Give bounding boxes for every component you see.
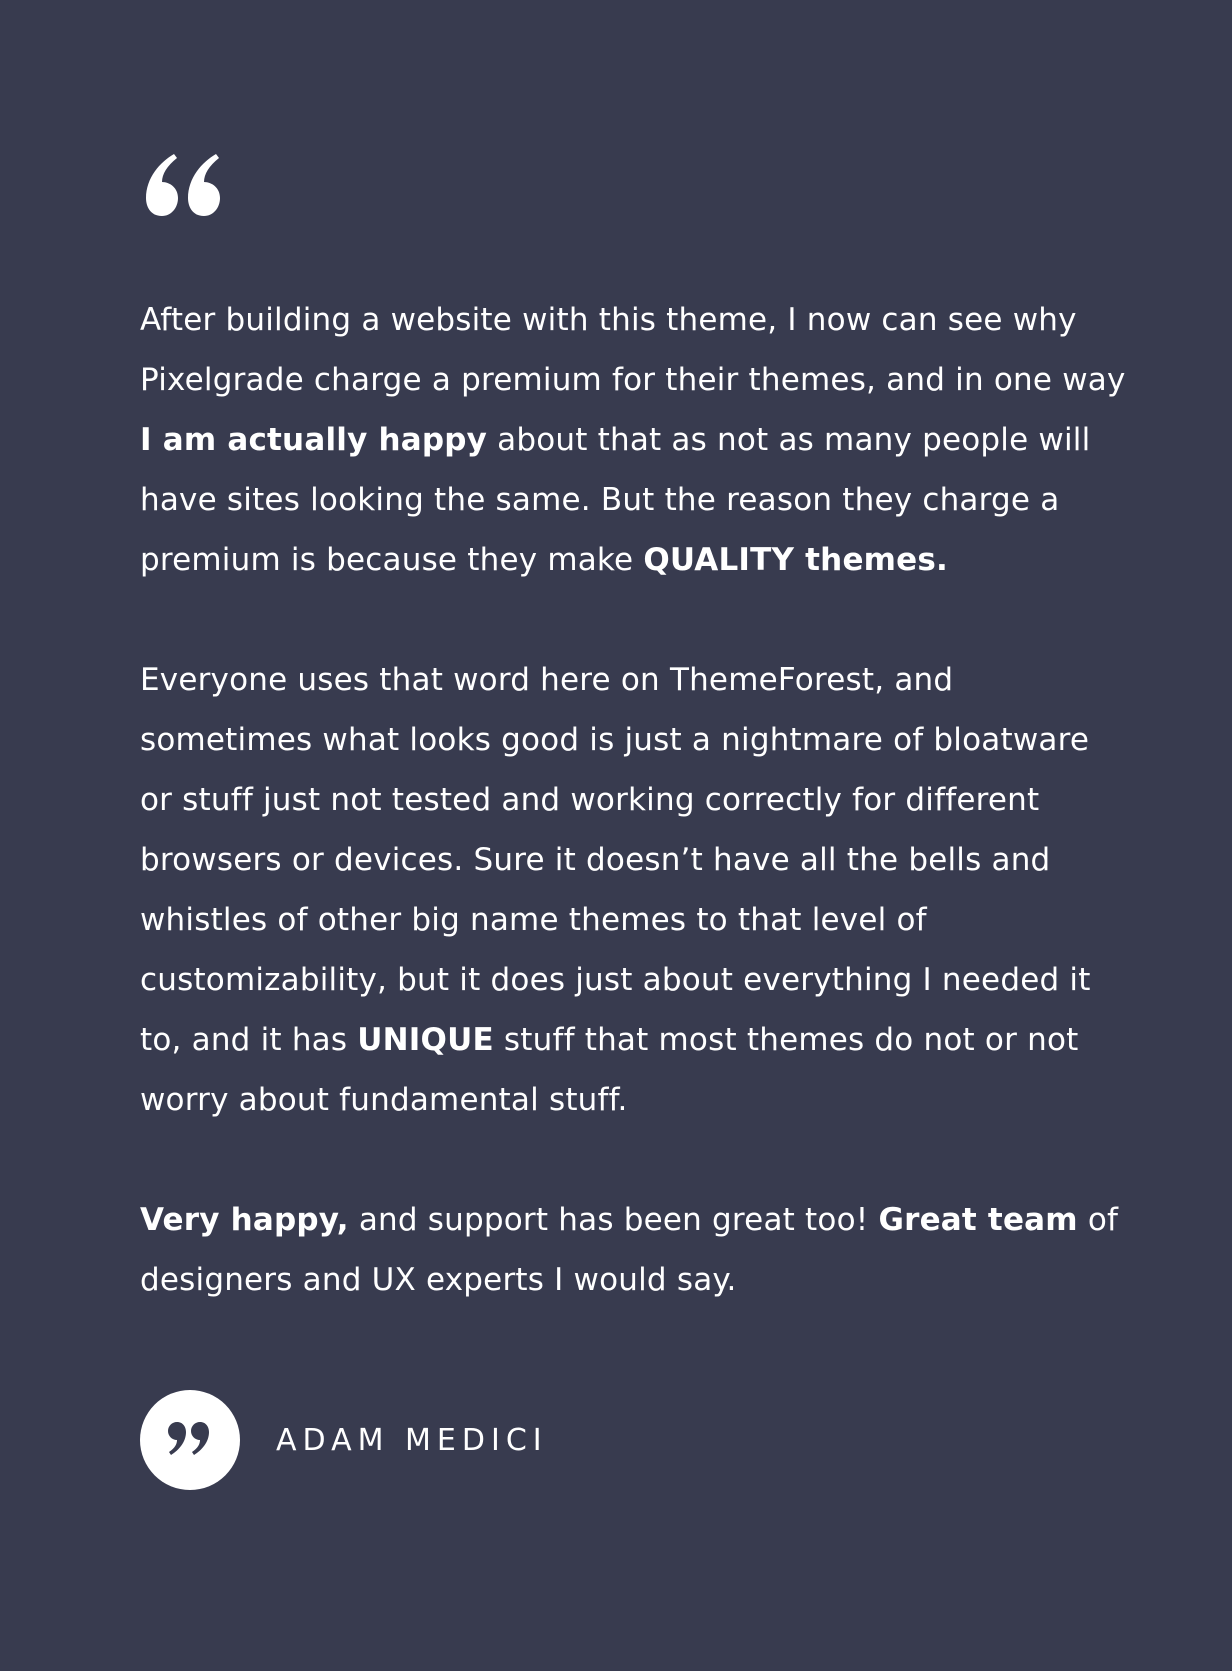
author-block — [140, 1390, 1132, 1490]
paragraph-text: After building a website with this theme, I now can see why Pixelgrade charge a premium for their themes, and in one way — [140, 302, 1126, 398]
emphasis-text: I am actually happy — [140, 422, 488, 458]
emphasis-text: Very happy, — [140, 1202, 349, 1238]
paragraph-text: about that as not as many people will have sites looking the same. But the reason they charge a premium is because they make — [140, 422, 1091, 578]
paragraph-text: of designers and UX experts I would say. — [140, 1202, 1119, 1298]
testimonial-paragraph-1 — [140, 290, 1130, 590]
emphasis-text: UNIQUE — [357, 1022, 494, 1058]
paragraph-text: and support has been great too! — [348, 1202, 879, 1238]
paragraph-text: Everyone uses that word here on ThemeForest, and sometimes what looks good is just a nightmare of bloatware or stuff just not tested and working correctly for different browsers or devices. Sure it doesn’t have all the bells and whistles of other big name themes to that level of customizability, but it does just about everything I needed it to, and it has — [140, 662, 1091, 1058]
testimonial-body — [140, 290, 1132, 1310]
testimonial-paragraph-3 — [140, 1190, 1130, 1310]
testimonial-paragraph-2 — [140, 650, 1130, 1130]
author-avatar — [140, 1390, 240, 1490]
author-name: ADAM MEDICI — [276, 1422, 548, 1458]
emphasis-text: Great team — [878, 1202, 1078, 1238]
open-quote-icon — [140, 140, 230, 220]
paragraph-text: stuff that most themes do not or not worry about fundamental stuff. — [140, 1022, 1079, 1118]
emphasis-text: QUALITY themes. — [643, 542, 949, 578]
close-quote-icon — [167, 1420, 213, 1460]
